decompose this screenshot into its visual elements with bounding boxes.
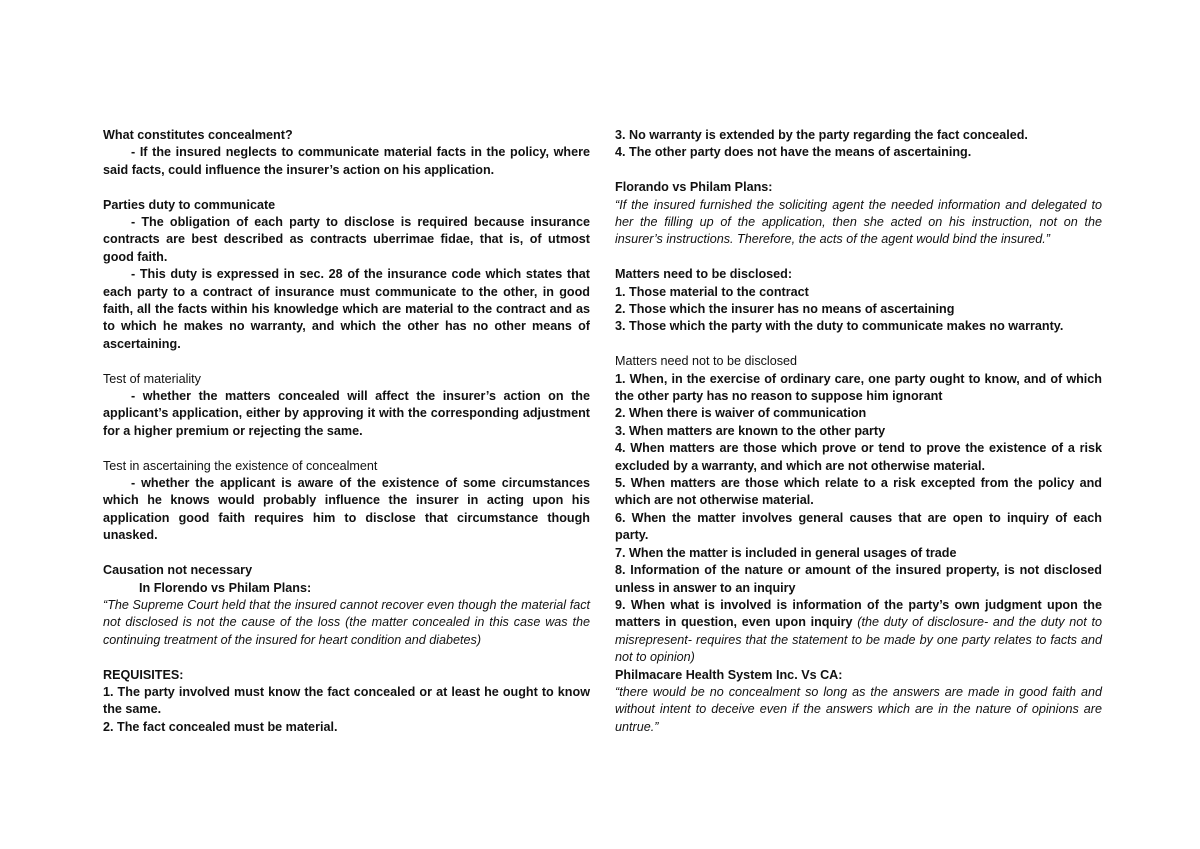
requisite-item: 1. The party involved must know the fact concealed or at least he ought to know the same. [103, 684, 590, 717]
not-disclose-item: 8. Information of the nature or amount of the insured property, is not disclosed unless in answer to an inquiry [615, 563, 1102, 595]
existence-test-heading: Test in ascertaining the existence of concealment [103, 458, 378, 473]
item9-note: (the duty of disclosure- and the duty not to misrepresent- requires that the statement to be made by one party relates to facts and not to opinion) [615, 615, 1102, 665]
disclose-item: 3. Those which the party with the duty to communicate makes no warranty. [615, 319, 1064, 334]
not-disclose-heading: Matters need not to be disclosed [615, 354, 798, 369]
existence-test-body: - whether the applicant is aware of the existence of some circumstances which he knows would probably influence the insurer in acting upon his application good faith requires him to disclose that circumstance though unasked. [103, 476, 590, 543]
causation-heading: Causation not necessary [103, 563, 253, 578]
requisite-item: 2. The fact concealed must be material. [103, 719, 338, 734]
florando-case-heading: Florando vs Philam Plans: [615, 180, 773, 195]
disclose-heading: Matters need to be disclosed: [615, 267, 793, 282]
not-disclose-item: 2. When there is waiver of communication [615, 406, 867, 421]
not-disclose-item: 6. When the matter involves general causes that are open to inquiry of each party. [615, 510, 1102, 543]
philmacare-case-quote: “there would be no concealment so long as the answers are made in good faith and without intent to deceive even if the answers which are in the nature of opinions are untrue.” [615, 684, 1102, 734]
causation-quote: “The Supreme Court held that the insured cannot recover even though the material fact not disclosed is not the cause of the loss (the matter concealed in this case was the continuing treatment of the insured for heart condition and diabetes) [103, 597, 590, 647]
not-disclose-item: 3. When matters are known to the other party [615, 423, 886, 438]
requisite-item: 3. No warranty is extended by the party regarding the fact concealed. [615, 128, 1028, 142]
not-disclose-item: 7. When the matter is included in general usages of trade [615, 545, 957, 560]
disclose-item: 1. Those material to the contract [615, 284, 809, 299]
concealment-definition: - If the insured neglects to communicate material facts in the policy, where said facts, could influence the insurer’s action on his application. [103, 145, 590, 177]
causation-case-name: In Florendo vs Philam Plans: [139, 580, 312, 595]
not-disclose-item: 1. When, in the exercise of ordinary care, one party ought to know, and of which the other party has no reason to suppose him ignorant [615, 371, 1102, 404]
not-disclose-item-9 [615, 597, 1102, 667]
right-column [615, 127, 1102, 736]
florando-case-quote: “If the insured furnished the soliciting agent the needed information and delegated to her the filling up of the application, then she acted on his instruction, not on the insurer’s instructions. Therefore, the acts of the agent would bind the insured.” [615, 197, 1102, 247]
duty-heading: Parties duty to communicate [103, 197, 276, 212]
concealment-heading: What constitutes concealment? [103, 128, 293, 142]
duty-paragraph-2: - This duty is expressed in sec. 28 of the insurance code which states that each party to a contract of insurance must communicate to the other, in good faith, all the facts within his knowledge which are material to the contract and as to which he makes no warranty, and which the other has no other means of ascertaining. [103, 267, 590, 351]
left-column [103, 127, 590, 736]
requisite-item: 4. The other party does not have the means of ascertaining. [615, 145, 972, 160]
philmacare-case-heading: Philmacare Health System Inc. Vs CA: [615, 667, 843, 682]
requisites-heading: REQUISITES: [103, 667, 184, 682]
materiality-heading: Test of materiality [103, 371, 201, 386]
not-disclose-item: 5. When matters are those which relate to a risk excepted from the policy and which are not otherwise material. [615, 476, 1102, 508]
not-disclose-item: 4. When matters are those which prove or tend to prove the existence of a risk excluded by a warranty, and which are not otherwise material. [615, 441, 1102, 473]
materiality-body: - whether the matters concealed will affect the insurer’s action on the applicant’s application, either by approving it with the corresponding adjustment for a higher premium or rejecting the same. [103, 389, 590, 438]
item9-text: 9. When what is involved is information of the party’s own judgment upon the matters in question, even upon inquiry [615, 597, 1102, 630]
disclose-item: 2. Those which the insurer has no means of ascertaining [615, 302, 955, 317]
duty-paragraph-1: - The obligation of each party to disclose is required because insurance contracts are best described as contracts uberrimae fidae, that is, of utmost good faith. [103, 215, 590, 264]
